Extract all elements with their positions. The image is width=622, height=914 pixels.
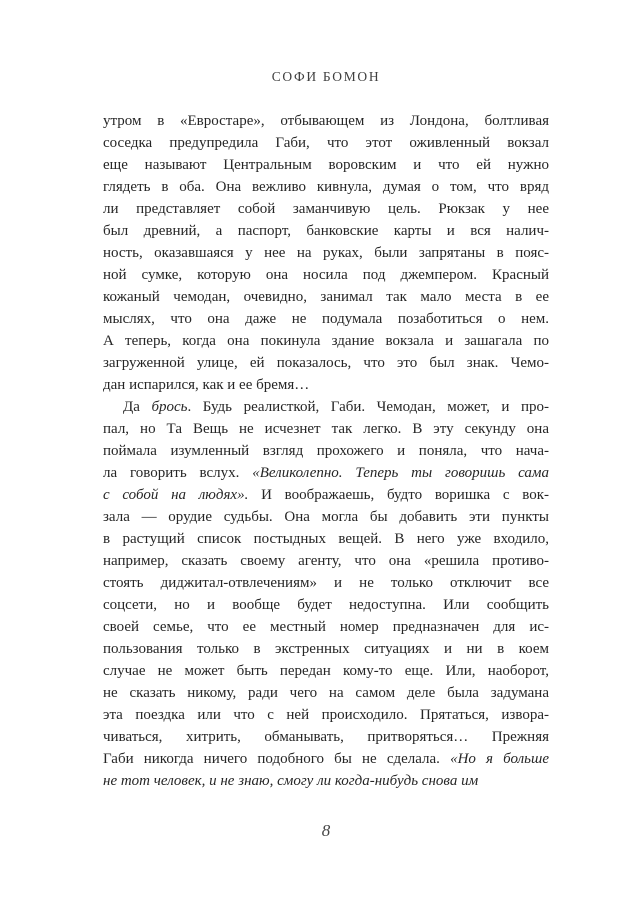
text-line: мыслях, что она даже не подумала позаботиться о нем. [103,311,549,327]
text-line: пользования только в экстренных ситуациях и ни в коем [103,641,549,657]
text-line: дан испарился, как и ее бремя… [103,377,310,393]
text-line: не сказать никому, ради чего на самом деле была задумана [103,685,549,701]
text-line: в растущий список постыдных вещей. В него уже входило, [103,531,549,547]
text-line: соседка предупредила Габи, что этот оживленный вокзал [103,135,549,151]
running-header: СОФИ БОМОН [271,69,381,84]
text-line: поймала изумленный взгляд прохожего и поняла, что нача- [103,443,549,459]
text-line: эта поездка или что с ней происходило. Прятаться, извора- [103,707,549,723]
text-line: своей семье, что ее местный номер предназначен для ис- [103,619,549,635]
text-line: стоять диджитал-отвлечениям» и не только отключит все [103,575,549,591]
text-line: чиваться, хитрить, обманывать, притворяться… Прежняя [103,729,549,745]
text-line: ность, оказавшаяся у нее на руках, были запрятаны в пояс- [103,245,549,261]
text-line: ной сумке, которую она носила под джемпером. Красный [103,267,549,283]
text-line: например, сказать своему агенту, что она «решила противо- [103,553,549,569]
text-line: пал, но Та Вещь не исчезнет так легко. В эту секунду она [103,421,549,437]
text-line: загруженной улице, ей показалось, что это был знак. Чемо- [103,355,549,371]
text-line: ла говорить вслух. «Великолепно. Теперь ты говоришь сама [103,465,549,481]
text-line: случае не может быть передан кому-то еще. Или, наоборот, [103,663,549,679]
text-line: зала — орудие судьбы. Она могла бы добавить эти пункты [103,509,549,525]
text-line: глядеть в оба. Она вежливо кивнула, думая о том, что вряд [103,179,549,195]
text-line: А теперь, когда она покинула здание вокзала и зашагала по [103,333,549,349]
text-line: кожаный чемодан, очевидно, занимал так мало места в ее [103,289,549,305]
text-line: был древний, а паспорт, банковские карты и вся налич- [103,223,549,239]
text-block [103,110,549,792]
text-line: Да брось. Будь реалисткой, Габи. Чемодан, может, и про- [123,399,549,415]
text-line: утром в «Евростаре», отбывающем из Лондона, болтливая [103,113,549,129]
text-line: с собой на людях». И воображаешь, будто воришка с вок- [103,487,549,503]
text-line: Габи никогда ничего подобного бы не сделала. «Но я больше [103,751,549,767]
text-line: ли представляет собой заманчивую цель. Рюкзак у нее [103,201,549,217]
page-number: 8 [321,821,331,840]
text-line: не тот человек, и не знаю, смогу ли когда-нибудь снова им [103,773,479,789]
text-line: соцсети, но и вообще будет недоступна. Или сообщить [103,597,549,613]
text-line: еще называют Центральным воровским и что ей нужно [103,157,549,173]
